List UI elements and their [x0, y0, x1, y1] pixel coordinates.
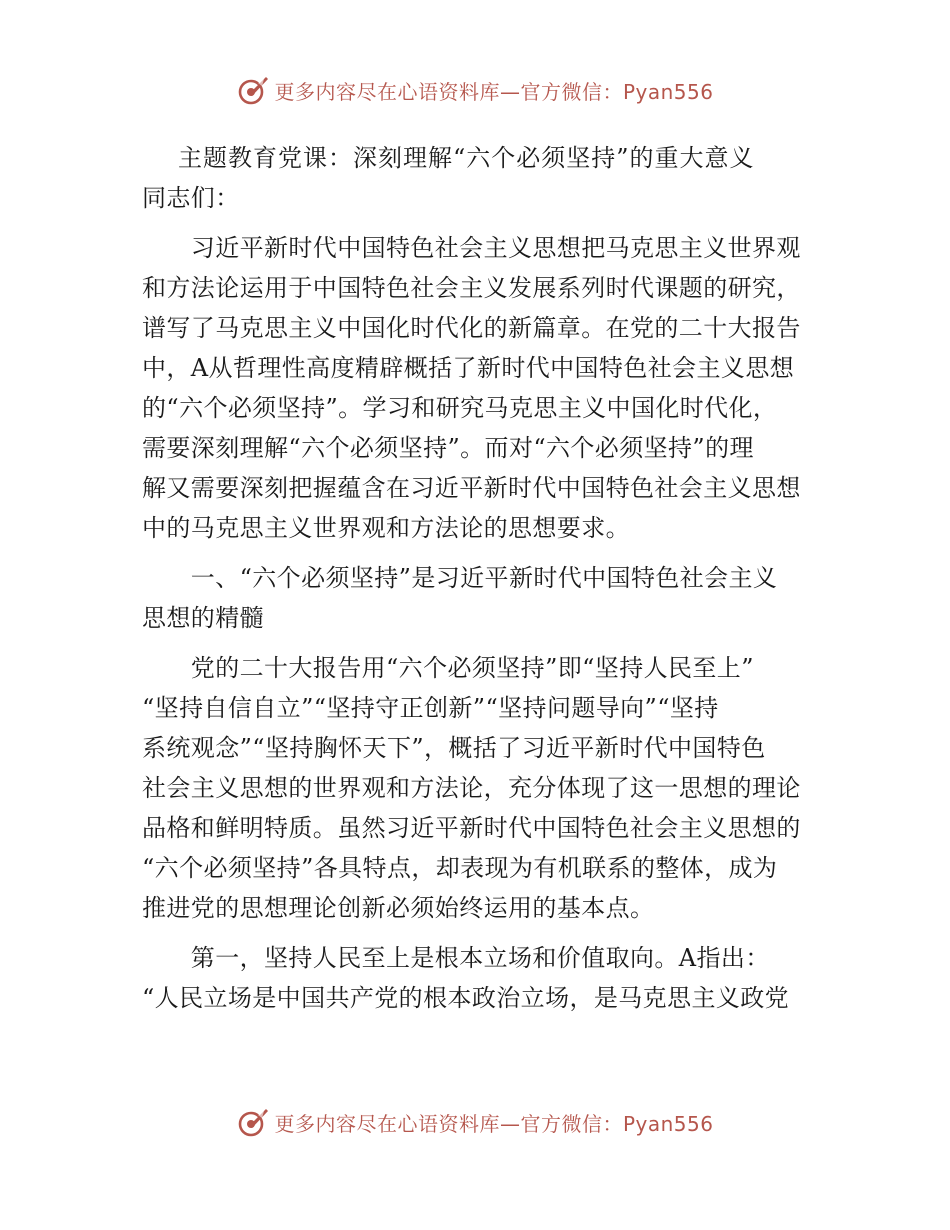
document-title: 主题教育党课：深刻理解“六个必须坚持”的重大意义: [178, 144, 755, 172]
header-watermark-banner: [0, 70, 950, 110]
text-line: 系统观念”“坚持胸怀天下”，概括了习近平新时代中国特色: [142, 734, 766, 762]
text-line: 需要深刻理解“六个必须坚持”。而对“六个必须坚持”的理: [142, 434, 754, 462]
heading-line: 一、“六个必须坚持”是习近平新时代中国特色社会主义: [142, 564, 778, 592]
footer-watermark-banner: [0, 1102, 950, 1142]
paragraph-six-musts: [142, 648, 814, 928]
text-line: 和方法论运用于中国特色社会主义发展系列时代课题的研究，: [142, 274, 801, 302]
header-watermark-text: 更多内容尽在心语资料库—官方微信：Pyan556: [274, 79, 714, 104]
text-line: 社会主义思想的世界观和方法论，充分体现了这一思想的理论: [142, 774, 801, 802]
text-line: 谱写了马克思主义中国化时代化的新篇章。在党的二十大报告: [142, 314, 801, 342]
feather-seal-logo-icon: [236, 73, 270, 107]
text-line: 解又需要深刻把握蕴含在习近平新时代中国特色社会主义思想: [142, 474, 801, 502]
feather-seal-logo-icon: [236, 1105, 270, 1139]
text-line: 中的马克思主义世界观和方法论的思想要求。: [142, 514, 630, 542]
text-line: “坚持自信自立”“坚持守正创新”“坚持问题导向”“坚持: [142, 694, 719, 722]
heading-line: 思想的精髓: [142, 604, 264, 632]
text-line: 推进党的思想理论创新必须始终运用的基本点。: [142, 894, 655, 922]
text-line: 品格和鲜明特质。虽然习近平新时代中国特色社会主义思想的: [142, 814, 801, 842]
section-heading-1: [142, 558, 814, 638]
text-line: 的“六个必须坚持”。学习和研究马克思主义中国化时代化，: [142, 394, 778, 422]
paragraph-intro: [142, 228, 814, 548]
text-line: 中，A从哲理性高度精辟概括了新时代中国特色社会主义思想: [142, 354, 795, 382]
document-body: [142, 138, 814, 1018]
text-line: 习近平新时代中国特色社会主义思想把马克思主义世界观: [142, 234, 801, 262]
text-line: “人民立场是中国共产党的根本政治立场，是马克思主义政党: [142, 984, 790, 1012]
paragraph-first-point: [142, 938, 814, 1018]
footer-watermark-text: 更多内容尽在心语资料库—官方微信：Pyan556: [274, 1111, 714, 1136]
text-line: 第一，坚持人民至上是根本立场和价值取向。A指出：: [142, 944, 770, 972]
text-line: “六个必须坚持”各具特点，却表现为有机联系的整体，成为: [142, 854, 778, 882]
salutation: 同志们：: [142, 184, 240, 212]
text-line: 党的二十大报告用“六个必须坚持”即“坚持人民至上”: [142, 654, 754, 682]
